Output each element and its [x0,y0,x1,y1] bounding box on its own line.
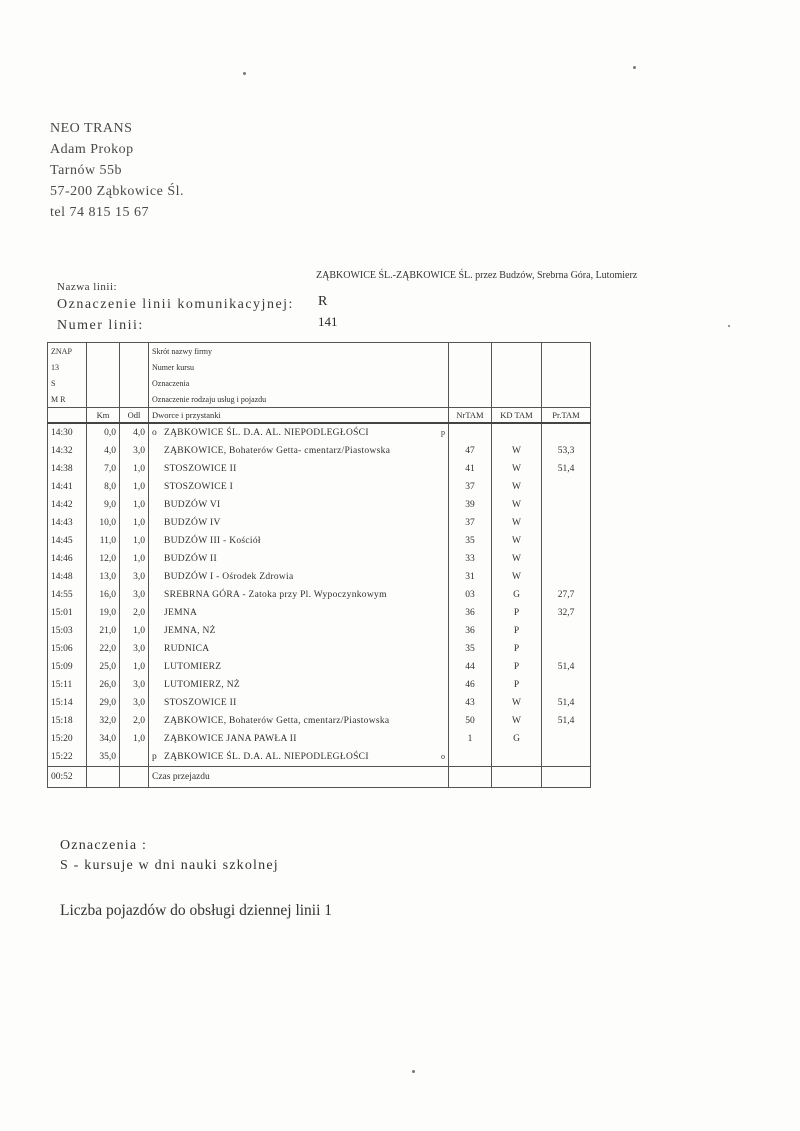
header-row [48,343,591,360]
row-stop-name: BUDZÓW IV [164,518,221,528]
row-odl: 1,0 [120,478,149,496]
scan-speck [243,72,246,75]
row-time: 14:46 [48,550,87,568]
line-name-label: Nazwa linii: [57,281,118,293]
row-odl: 4,0 [120,423,149,442]
row-stop-cell [149,442,449,460]
row-stop-cell [149,550,449,568]
row-odl: 3,0 [120,640,149,658]
table-row [48,442,591,460]
row-stop-name: STOSZOWICE I [164,482,234,492]
row-stop-name: STOSZOWICE II [164,698,237,708]
row-prtam [542,730,591,748]
row-odl: 3,0 [120,442,149,460]
row-km: 13,0 [87,568,120,586]
row-stop-cell [149,640,449,658]
row-prtam: 51,4 [542,460,591,478]
row-stop-cell [149,748,449,767]
scan-speck [728,325,730,327]
row-time: 15:22 [48,748,87,767]
row-nrtam [449,423,492,442]
row-odl: 3,0 [120,676,149,694]
row-stop-cell [149,586,449,604]
row-prtam: 51,4 [542,658,591,676]
header-left-cell: S [48,375,87,391]
row-stop-suffix: p [441,428,445,437]
row-nrtam: 35 [449,532,492,550]
table-row [48,730,591,748]
row-km: 21,0 [87,622,120,640]
col-km-header: Km [87,408,120,424]
timetable [47,342,591,788]
row-kdtam: W [492,514,542,532]
table-row [48,496,591,514]
line-number-value: 141 [318,314,338,329]
header-right-cell: Oznaczenia [149,375,449,391]
company-owner: Adam Prokop [50,142,134,157]
row-stop-name: LUTOMIERZ [164,662,222,672]
row-km: 16,0 [87,586,120,604]
header-left-cell: ZNAP [48,343,87,360]
row-nrtam: 03 [449,586,492,604]
col-stops-header: Dworce i przystanki [149,408,449,424]
table-row [48,514,591,532]
row-prtam [542,478,591,496]
row-stop-name: LUTOMIERZ, NŻ [164,680,241,690]
row-stop-cell [149,514,449,532]
row-nrtam: 36 [449,622,492,640]
row-odl [120,748,149,767]
row-time: 14:42 [48,496,87,514]
header-row [48,391,591,408]
row-stop-cell [149,676,449,694]
row-time: 14:30 [48,423,87,442]
row-kdtam: W [492,712,542,730]
row-stop-cell [149,532,449,550]
legend [60,836,279,876]
row-km: 10,0 [87,514,120,532]
row-km: 9,0 [87,496,120,514]
row-kdtam: W [492,694,542,712]
row-nrtam: 47 [449,442,492,460]
table-row [48,604,591,622]
row-time: 15:09 [48,658,87,676]
row-nrtam: 43 [449,694,492,712]
row-km: 35,0 [87,748,120,767]
row-kdtam: P [492,640,542,658]
row-km: 32,0 [87,712,120,730]
row-km: 7,0 [87,460,120,478]
row-nrtam: 46 [449,676,492,694]
row-odl: 1,0 [120,550,149,568]
row-odl: 3,0 [120,586,149,604]
row-time: 14:48 [48,568,87,586]
table-row [48,550,591,568]
row-stop-name: BUDZÓW II [164,554,217,564]
row-stop-name: JEMNA, NŻ [164,626,216,636]
row-stop-cell [149,423,449,442]
table-row [48,423,591,442]
company-city: 57-200 Ząbkowice Śl. [50,184,185,199]
row-odl: 1,0 [120,532,149,550]
row-time: 14:45 [48,532,87,550]
row-stop-name: SREBRNA GÓRA - Zatoka przy Pl. Wypoczynkowym [164,590,387,600]
row-time: 14:38 [48,460,87,478]
table-row [48,640,591,658]
row-time: 15:14 [48,694,87,712]
row-time: 14:41 [48,478,87,496]
table-row [48,694,591,712]
row-kdtam: W [492,478,542,496]
company-phone: tel 74 815 15 67 [50,205,149,220]
row-kdtam: P [492,622,542,640]
row-stop-name: ZĄBKOWICE, Bohaterów Getta- cmentarz/Piastowska [164,446,391,456]
col-odl-header: Odl [120,408,149,424]
row-prtam [542,676,591,694]
row-odl: 1,0 [120,496,149,514]
row-km: 25,0 [87,658,120,676]
row-kdtam: G [492,586,542,604]
row-nrtam: 41 [449,460,492,478]
table-row [48,478,591,496]
row-prtam: 53,3 [542,442,591,460]
total-row [48,767,591,788]
table-row [48,568,591,586]
row-stop-name: JEMNA [164,608,198,618]
table-row [48,622,591,640]
table-row [48,658,591,676]
row-time: 14:55 [48,586,87,604]
row-km: 29,0 [87,694,120,712]
table-row [48,460,591,478]
row-prtam [542,748,591,767]
row-stop-name: ZĄBKOWICE ŚL. D.A. AL. NIEPODLEGŁOŚCI [164,428,369,438]
row-km: 4,0 [87,442,120,460]
row-kdtam: G [492,730,542,748]
row-prtam [542,568,591,586]
row-stop-marker: p [152,752,157,762]
row-prtam [542,532,591,550]
table-row [48,532,591,550]
row-stop-name: ZĄBKOWICE ŚL. D.A. AL. NIEPODLEGŁOŚCI [164,752,369,762]
company-street: Tarnów 55b [50,163,123,178]
table-row [48,748,591,767]
col-kdtam-header: KD TAM [492,408,542,424]
row-stop-cell [149,730,449,748]
row-stop-name: BUDZÓW III - Kościół [164,536,261,546]
row-stop-name: ZĄBKOWICE JANA PAWŁA II [164,734,297,744]
row-odl: 1,0 [120,514,149,532]
row-nrtam: 37 [449,514,492,532]
row-prtam [542,496,591,514]
row-kdtam: P [492,658,542,676]
line-name-value: ZĄBKOWICE ŚL.-ZĄBKOWICE ŚL. przez Budzów, Srebrna Góra, Lutomierz [316,270,638,281]
line-designation-label: Oznaczenie linii komunikacyjnej: [57,297,294,312]
row-time: 15:20 [48,730,87,748]
column-header-row [48,408,591,424]
row-kdtam [492,423,542,442]
col-prtam-header: Pr.TAM [542,408,591,424]
row-odl: 2,0 [120,604,149,622]
row-time: 15:03 [48,622,87,640]
row-nrtam: 39 [449,496,492,514]
row-km: 0,0 [87,423,120,442]
row-prtam [542,423,591,442]
header-left-cell: M R [48,391,87,408]
row-km: 8,0 [87,478,120,496]
row-prtam [542,622,591,640]
row-prtam: 51,4 [542,694,591,712]
row-time: 14:32 [48,442,87,460]
row-kdtam: W [492,568,542,586]
row-kdtam: W [492,460,542,478]
row-km: 19,0 [87,604,120,622]
row-stop-cell [149,694,449,712]
header-row [48,359,591,375]
row-kdtam: P [492,604,542,622]
row-kdtam: W [492,496,542,514]
row-time: 15:01 [48,604,87,622]
row-time: 15:11 [48,676,87,694]
row-kdtam: W [492,442,542,460]
total-time: 00:52 [48,767,87,788]
row-stop-name: RUDNICA [164,644,210,654]
header-left-cell: 13 [48,359,87,375]
legend-item: S - kursuje w dni nauki szkolnej [60,858,279,873]
row-kdtam: W [492,550,542,568]
row-nrtam: 1 [449,730,492,748]
row-stop-cell [149,478,449,496]
company-name: NEO TRANS [50,121,133,136]
row-stop-name: STOSZOWICE II [164,464,237,474]
row-km: 11,0 [87,532,120,550]
row-kdtam: W [492,532,542,550]
row-stop-name: BUDZÓW I - Ośrodek Zdrowia [164,572,294,582]
header-row [48,375,591,391]
row-km: 26,0 [87,676,120,694]
row-prtam: 51,4 [542,712,591,730]
row-odl: 2,0 [120,712,149,730]
row-stop-cell [149,568,449,586]
row-km: 12,0 [87,550,120,568]
table-row [48,586,591,604]
company-address-block [50,118,184,223]
row-kdtam [492,748,542,767]
row-odl: 1,0 [120,622,149,640]
row-stop-name: BUDZÓW VI [164,500,221,510]
scan-speck [633,66,636,69]
row-odl: 1,0 [120,730,149,748]
row-prtam: 27,7 [542,586,591,604]
row-nrtam [449,748,492,767]
row-stop-cell [149,460,449,478]
row-km: 34,0 [87,730,120,748]
row-prtam: 32,7 [542,604,591,622]
scan-speck [412,1070,415,1073]
legend-title: Oznaczenia : [60,838,148,853]
header-right-cell: Oznaczenie rodzaju usług i pojazdu [149,391,449,408]
row-stop-marker: o [152,428,157,438]
total-label: Czas przejazdu [149,767,449,788]
row-nrtam: 35 [449,640,492,658]
row-stop-cell [149,712,449,730]
row-prtam [542,640,591,658]
row-odl: 3,0 [120,694,149,712]
vehicle-count-text: Liczba pojazdów do obsługi dziennej linii 1 [60,902,333,919]
row-nrtam: 33 [449,550,492,568]
row-nrtam: 31 [449,568,492,586]
row-km: 22,0 [87,640,120,658]
line-designation-value: R [318,294,328,309]
row-stop-cell [149,622,449,640]
line-number-label: Numer linii: [57,318,144,333]
row-odl: 1,0 [120,658,149,676]
col-nrtam-header: NrTAM [449,408,492,424]
row-kdtam: P [492,676,542,694]
row-odl: 3,0 [120,568,149,586]
table-row [48,712,591,730]
header-right-cell: Skrót nazwy firmy [149,343,449,360]
table-row [48,676,591,694]
row-nrtam: 50 [449,712,492,730]
row-time: 15:18 [48,712,87,730]
row-time: 15:06 [48,640,87,658]
row-stop-suffix: o [441,752,445,761]
header-right-cell: Numer kursu [149,359,449,375]
row-stop-cell [149,658,449,676]
row-nrtam: 44 [449,658,492,676]
row-nrtam: 36 [449,604,492,622]
row-stop-name: ZĄBKOWICE, Bohaterów Getta, cmentarz/Piastowska [164,716,390,726]
row-prtam [542,514,591,532]
row-odl: 1,0 [120,460,149,478]
row-nrtam: 37 [449,478,492,496]
row-prtam [542,550,591,568]
row-time: 14:43 [48,514,87,532]
row-stop-cell [149,496,449,514]
row-stop-cell [149,604,449,622]
